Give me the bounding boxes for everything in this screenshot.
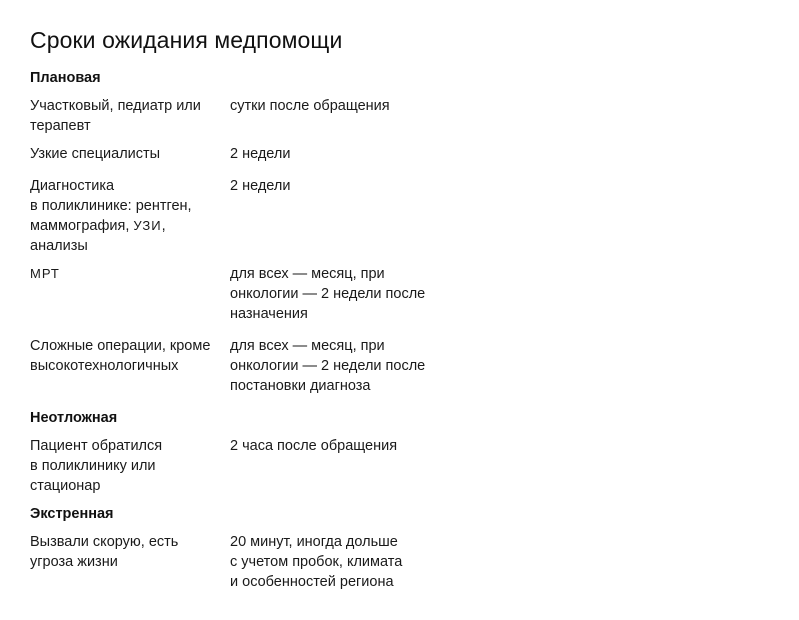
table-row [30,532,590,592]
section-heading: Плановая [30,70,101,86]
wait-cell: 2 недели [230,178,291,194]
table-row [30,436,590,496]
table-row [30,176,590,256]
wait-cell: 2 часа после обращения [230,438,398,454]
section-heading: Неотложная [30,410,118,426]
table-row [30,264,590,324]
page-title: Сроки ожидания медпомощи [30,27,343,53]
table-row [30,144,590,164]
wait-cell: для всех — месяц, при онкологии — 2 недели после постановки диагноза [230,338,426,394]
wait-cell: 20 минут, иногда дольше с учетом пробок, климата и особенностей региона [230,534,403,590]
case-cell: Узкие специалисты [30,146,161,162]
wait-cell: для всех — месяц, при онкологии — 2 недели после назначения [230,266,426,322]
case-cell: Вызвали скорую, есть угроза жизни [30,534,179,570]
case-cell: МРТ [30,266,60,281]
wait-cell: сутки после обращения [230,98,390,114]
table-row [30,336,590,396]
case-cell: Сложные операции, кроме высокотехнологичных [30,338,211,374]
section-heading: Экстренная [30,506,114,522]
wait-times-document [30,26,590,600]
case-cell [30,176,230,256]
wait-cell: 2 недели [230,146,291,162]
section-urgent [30,408,590,496]
case-cell: Участковый, педиатр или терапевт [30,98,201,134]
case-text: Диагностика в поликлинике: рентген, маммография, [30,178,192,234]
case-cell: Пациент обратился в поликлинику или стационар [30,438,163,494]
case-text: , анализы [30,218,166,254]
section-emergency [30,504,590,592]
section-planned [30,68,590,396]
table-row [30,96,590,136]
case-abbrev: УЗИ [133,218,162,233]
